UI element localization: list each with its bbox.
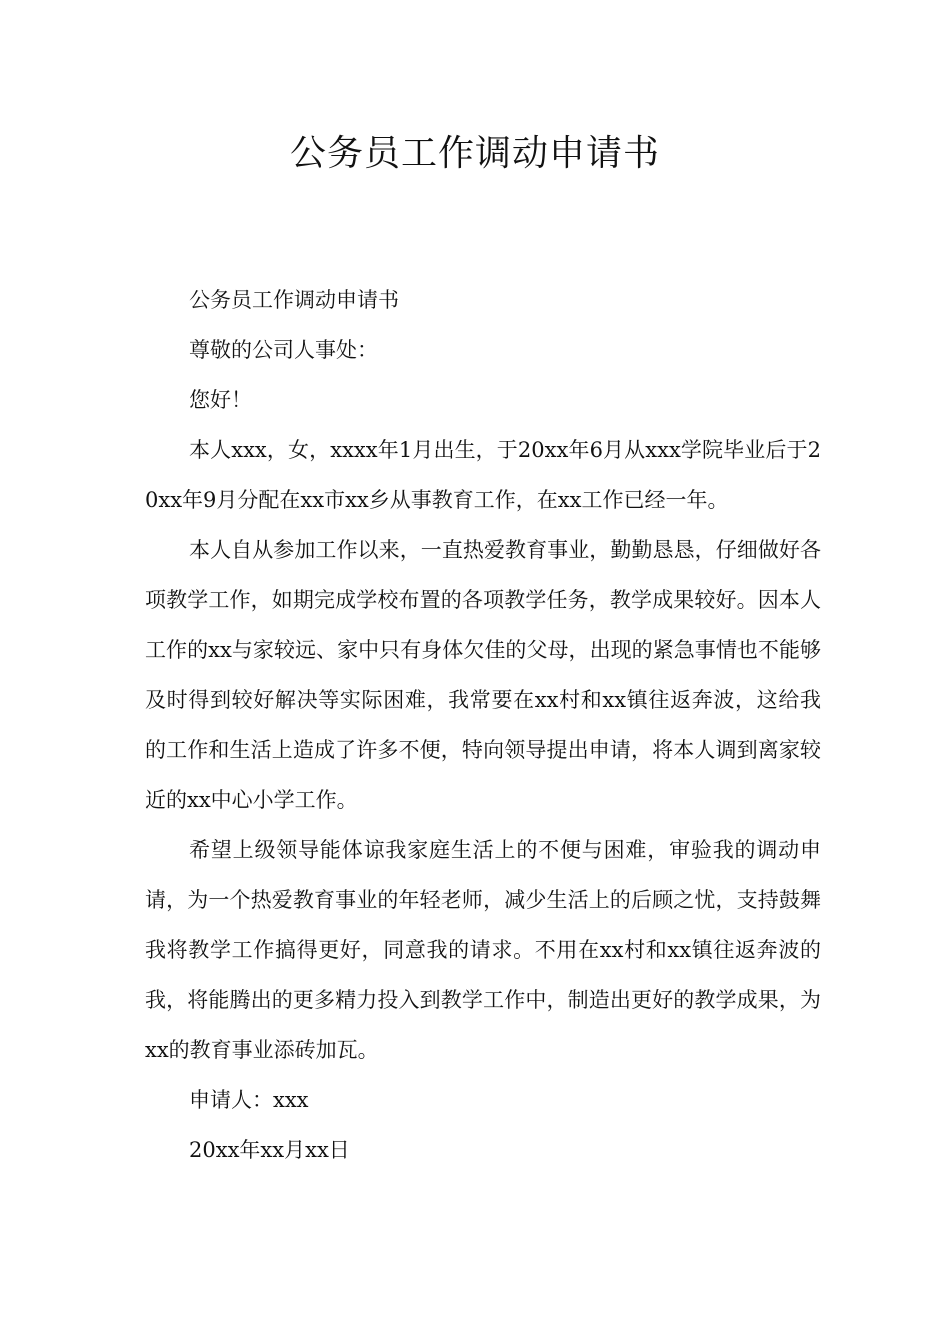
paragraph-greeting: 您好！: [189, 388, 252, 412]
document-title: 公务员工作调动申请书: [289, 133, 660, 174]
paragraph-reasons: 本人自从参加工作以来，一直热爱教育事业，勤勤恳恳，仔细做好各项教学工作，如期完成学校布置的各项教学任务，教学成果较好。因本人工作的xx与家较远、家中只有身体欠佳的父母，出现的紧急事情也不能够及时得到较好解决等实际困难，我常要在xx村和xx镇往返奔波，这给我的工作和生活上造成了许多不便，特向领导提出申请，将本人调到离家较近的xx中心小学工作。: [145, 538, 821, 812]
paragraph-background: 本人xxx，女，xxxx年1月出生，于20xx年6月从xxx学院毕业后于20xx年9月分配在xx市xx乡从事教育工作，在xx工作已经一年。: [145, 438, 821, 512]
paragraph-request: 希望上级领导能体谅我家庭生活上的不便与困难，审验我的调动申请，为一个热爱教育事业的年轻老师，减少生活上的后顾之忧，支持鼓舞我将教学工作搞得更好，同意我的请求。不用在xx村和xx镇往返奔波的我，将能腾出的更多精力投入到教学工作中，制造出更好的教学成果，为xx的教育事业添砖加瓦。: [145, 838, 821, 1062]
paragraph-heading: 公务员工作调动申请书: [189, 288, 399, 312]
paragraph-applicant: 申请人：xxx: [189, 1088, 309, 1112]
paragraph-salutation: 尊敬的公司人事处：: [189, 338, 378, 362]
document-body: [145, 275, 821, 1175]
paragraph-date: 20xx年xx月xx日: [189, 1138, 350, 1162]
